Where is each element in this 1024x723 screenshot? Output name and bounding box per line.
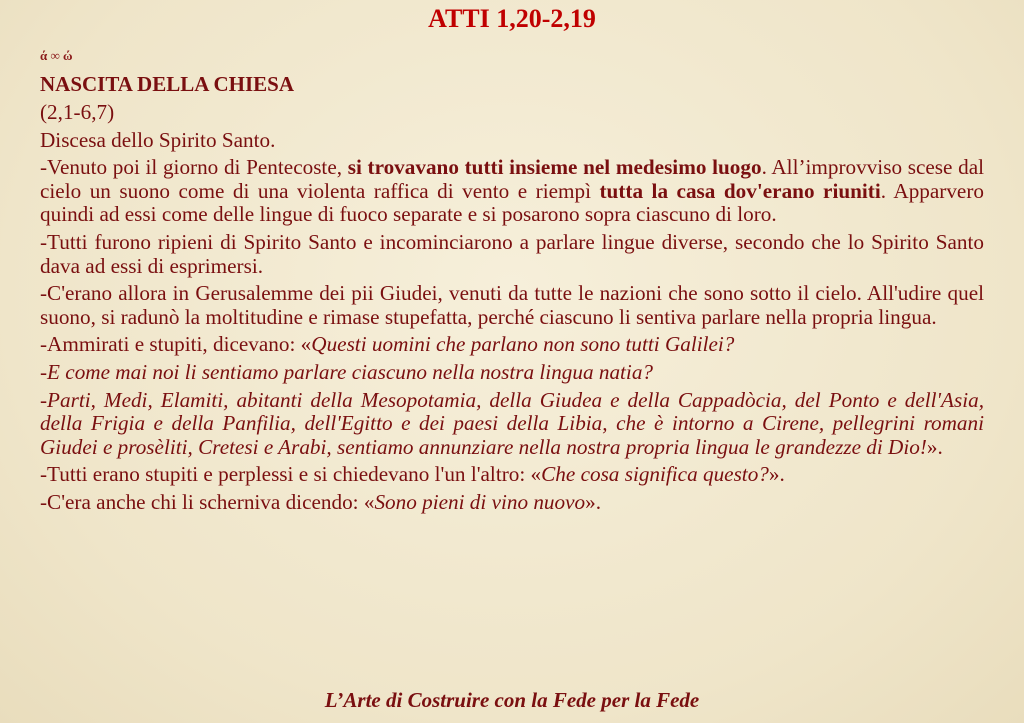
p1-text-c: . All’improvviso scese dal cielo un suono come di una violenta raffica di vento e riempì bbox=[40, 155, 984, 203]
p8-italic-b: Sono pieni di vino nuovo bbox=[374, 489, 586, 514]
paragraph-3: -C'erano allora in Gerusalemme dei pii Giudei, venuti da tutte le nazioni che sono sotto il cielo. All'udire quel suono, si radunò la moltitudine e rimase stupefatta, perché ciascuno li sentiva parlare nella propria lingua. bbox=[40, 281, 984, 329]
page-title: ATTI 1,20-2,19 bbox=[428, 4, 596, 33]
p4-text-a: -Ammirati e stupiti, dicevano: « bbox=[40, 332, 312, 357]
p6-italic-a: -Parti, Medi, Elamiti, abitanti della Mesopotamia, della Giudea e della Cappadòcia, del Ponto e dell'Asia, della Frigia e della Panfilia, dell'Egitto e dei paesi della Libia, che è intorno a Cirene, pellegrini romani Giudei e prosèliti, Cretesi e Arabi, sentiamo annunziare nella nostra propria lingua le grandezze di Dio! bbox=[40, 387, 984, 459]
p7-italic-b: Che cosa significa questo? bbox=[541, 462, 769, 487]
paragraph-4 bbox=[40, 333, 984, 357]
p1-bold-d: tutta la casa dov'erano riuniti bbox=[599, 178, 881, 203]
subtitle: Discesa dello Spirito Santo. bbox=[40, 127, 276, 152]
body-text bbox=[40, 101, 984, 519]
footer-motto: L’Arte di Costruire con la Fede per la Fede bbox=[324, 688, 700, 712]
p8-text-a: -C'era anche chi li scherniva dicendo: « bbox=[40, 489, 375, 514]
symbols-line: ά ∞ ώ bbox=[40, 48, 73, 63]
paragraph-6 bbox=[40, 389, 984, 460]
paragraph-5 bbox=[40, 361, 984, 385]
p6-text-b: ». bbox=[926, 434, 943, 459]
p7-text-a: -Tutti erano stupiti e perplessi e si chiedevano l'un l'altro: « bbox=[40, 462, 542, 487]
verse-range: (2,1-6,7) bbox=[40, 100, 115, 124]
paragraph-7 bbox=[40, 463, 984, 487]
p7-text-c: ». bbox=[768, 462, 785, 487]
p8-text-c: ». bbox=[585, 489, 602, 514]
p4-italic-b: Questi uomini che parlano non sono tutti Galilei? bbox=[311, 332, 735, 357]
paragraph-8 bbox=[40, 491, 984, 515]
p1-text-a: -Venuto poi il giorno di Pentecoste, bbox=[40, 155, 348, 180]
section-heading: NASCITA DELLA CHIESA bbox=[40, 72, 295, 96]
p1-bold-b: si trovavano tutti insieme nel medesimo luogo bbox=[347, 155, 762, 180]
paragraph-2: -Tutti furono ripieni di Spirito Santo e incominciarono a parlare lingue diverse, secondo che lo Spirito Santo dava ad essi di esprimersi. bbox=[40, 229, 984, 278]
p1-text-e: . Apparvero quindi ad essi come delle lingue di fuoco separate e si posarono sopra ciascuno di loro. bbox=[40, 178, 984, 227]
p5-italic: -E come mai noi li sentiamo parlare ciascuno nella nostra lingua natia? bbox=[40, 359, 654, 384]
paragraph-1 bbox=[40, 156, 984, 227]
